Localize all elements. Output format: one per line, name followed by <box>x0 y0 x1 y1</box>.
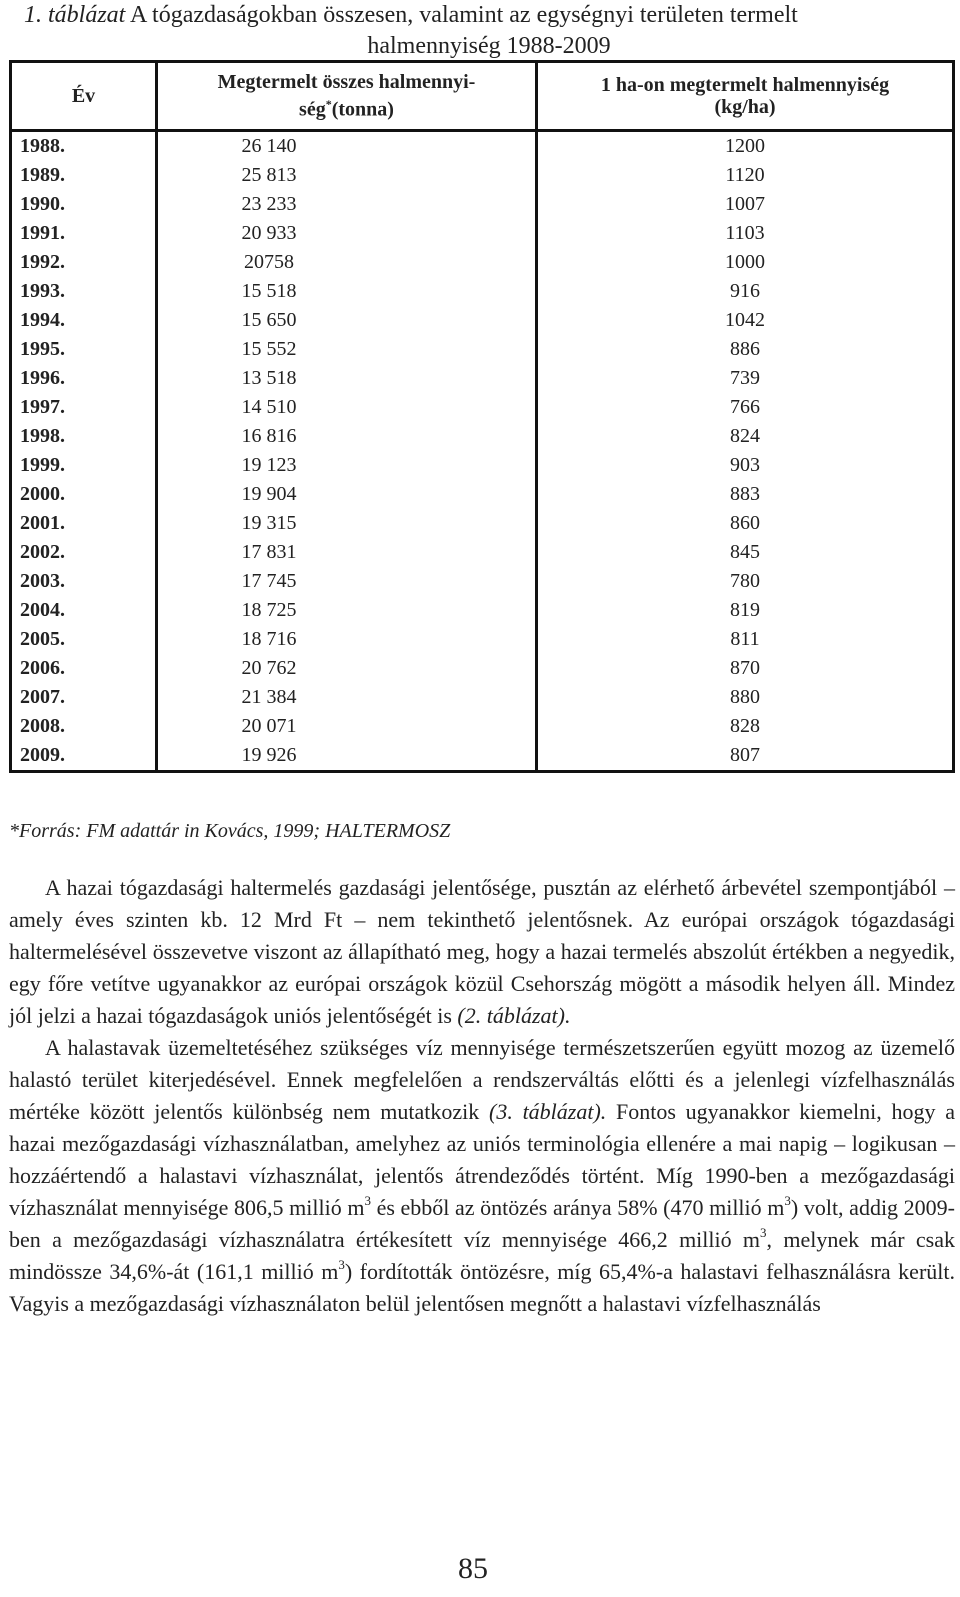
table-reference-3: (3. táblázat). <box>489 1099 607 1124</box>
cell-total: 18 716 <box>157 625 537 654</box>
table-row <box>11 393 954 422</box>
cell-year: 1991. <box>11 219 157 248</box>
cell-total: 20 933 <box>157 219 537 248</box>
table-row <box>11 219 954 248</box>
cell-year: 1997. <box>11 393 157 422</box>
cell-per-ha: 828 <box>537 712 954 741</box>
cell-year: 1996. <box>11 364 157 393</box>
cell-year: 2002. <box>11 538 157 567</box>
cell-total: 17 745 <box>157 567 537 596</box>
cell-year: 1988. <box>11 131 157 162</box>
header-total-star: * <box>325 97 332 112</box>
caption-title-line1: A tógazdaságokban összesen, valamint az egységnyi területen termelt <box>130 2 798 28</box>
table-reference-2: (2. táblázat). <box>457 1003 571 1028</box>
cell-per-ha: 1007 <box>537 190 954 219</box>
cell-per-ha: 739 <box>537 364 954 393</box>
cell-per-ha: 880 <box>537 683 954 712</box>
table-row <box>11 683 954 712</box>
cell-total: 20 071 <box>157 712 537 741</box>
superscript: 3 <box>784 1193 791 1208</box>
paragraph-2-text-d: ) volt, addig 2009-ben a mezőgazdasági vízhasználatra értékesített víz mennyisége 466,2 millió m <box>9 1195 955 1252</box>
cell-per-ha: 824 <box>537 422 954 451</box>
cell-total: 21 384 <box>157 683 537 712</box>
cell-total: 19 315 <box>157 509 537 538</box>
cell-per-ha: 766 <box>537 393 954 422</box>
body-text <box>9 872 955 1320</box>
cell-per-ha: 870 <box>537 654 954 683</box>
cell-year: 2003. <box>11 567 157 596</box>
table-row <box>11 712 954 741</box>
cell-year: 2001. <box>11 509 157 538</box>
table-row <box>11 741 954 772</box>
page-number: 85 <box>458 1552 488 1585</box>
header-perha-line1: 1 ha-on megtermelt halmennyiség <box>600 74 890 96</box>
cell-year: 2007. <box>11 683 157 712</box>
cell-per-ha: 860 <box>537 509 954 538</box>
cell-total: 19 123 <box>157 451 537 480</box>
cell-year: 2005. <box>11 625 157 654</box>
table-row <box>11 161 954 190</box>
cell-year: 1994. <box>11 306 157 335</box>
table-row <box>11 451 954 480</box>
cell-per-ha: 780 <box>537 567 954 596</box>
cell-total: 23 233 <box>157 190 537 219</box>
header-year: Év <box>11 62 157 131</box>
cell-per-ha: 916 <box>537 277 954 306</box>
cell-per-ha: 807 <box>537 741 954 772</box>
header-per-ha <box>537 62 954 131</box>
cell-total: 14 510 <box>157 393 537 422</box>
cell-per-ha: 819 <box>537 596 954 625</box>
table-row <box>11 277 954 306</box>
cell-year: 1992. <box>11 248 157 277</box>
cell-total: 16 816 <box>157 422 537 451</box>
table-header-row <box>11 62 954 131</box>
cell-year: 2008. <box>11 712 157 741</box>
superscript: 3 <box>338 1257 345 1272</box>
cell-year: 2009. <box>11 741 157 772</box>
superscript: 3 <box>364 1193 371 1208</box>
fish-production-table <box>9 60 955 773</box>
cell-per-ha: 811 <box>537 625 954 654</box>
paragraph-2-text-b: Fontos ugyanakkor kiemelni, hogy a hazai mezőgazdasági vízhasználatban, amelyhez az uniós terminológia ellenére a mai napig – logikusan – hozzáértendő a halastavi vízhasználat, jelentős átrendeződés történt. Míg 1990-ben a mezőgazdasági vízhasználat mennyisége 806,5 millió m <box>9 1099 955 1220</box>
cell-total: 26 140 <box>157 131 537 162</box>
cell-year: 1989. <box>11 161 157 190</box>
cell-per-ha: 1103 <box>537 219 954 248</box>
cell-total: 15 552 <box>157 335 537 364</box>
cell-total: 20 762 <box>157 654 537 683</box>
cell-total: 15 650 <box>157 306 537 335</box>
cell-per-ha: 886 <box>537 335 954 364</box>
table-row <box>11 364 954 393</box>
paragraph-2-text-a: A halastavak üzemeltetéséhez szükséges víz mennyisége természetszerűen együtt mozog az üzemelő halastó terület kiterjedésével. Ennek megfelelően a rendszerváltás előtti és a jelenlegi vízfelhasználás mértéke között jelentős különbség nem mutatkozik <box>9 1035 955 1124</box>
cell-total: 15 518 <box>157 277 537 306</box>
cell-year: 2004. <box>11 596 157 625</box>
cell-per-ha: 845 <box>537 538 954 567</box>
table-row <box>11 190 954 219</box>
paragraph-1-text: A hazai tógazdasági haltermelés gazdasági jelentősége, pusztán az elérhető árbevétel szempontjából – amely éves szinten kb. 12 Mrd Ft – nem tekinthető jelentősnek. Az európai országok tógazdasági haltermelésével összevetve viszont az állapítható meg, hogy a hazai termelés abszolút értékben a negyedik, egy főre vetítve ugyanakkor az európai országok közül Csehország mögött a második helyen áll. Mindez jól jelzi a hazai tógazdaságok uniós jelentőségét is <box>9 875 955 1028</box>
table-row <box>11 422 954 451</box>
superscript: 3 <box>760 1225 767 1240</box>
cell-year: 2006. <box>11 654 157 683</box>
cell-per-ha: 903 <box>537 451 954 480</box>
cell-year: 1995. <box>11 335 157 364</box>
caption-title-line2: halmennyiség 1988-2009 <box>367 33 611 59</box>
header-total-line2b: (tonna) <box>331 98 394 121</box>
table-row <box>11 538 954 567</box>
table-caption <box>24 0 954 62</box>
paragraph-1 <box>9 872 955 1032</box>
cell-per-ha: 1120 <box>537 161 954 190</box>
cell-total: 13 518 <box>157 364 537 393</box>
cell-per-ha: 1042 <box>537 306 954 335</box>
table-row <box>11 567 954 596</box>
table-row <box>11 654 954 683</box>
header-total-line1: Megtermelt összes halmennyi- <box>217 71 476 94</box>
paragraph-2-text-f: ) fordították öntözésre, míg 65,4%-a halastavi felhasználásra került. Vagyis a mezőgazdasági vízhasználaton belül jelentősen megnőtt a halastavi vízfelhasználás <box>9 1259 955 1316</box>
table-row <box>11 480 954 509</box>
table-row <box>11 509 954 538</box>
cell-year: 1990. <box>11 190 157 219</box>
cell-total: 17 831 <box>157 538 537 567</box>
caption-label: 1. táblázat <box>24 2 126 28</box>
table-row <box>11 248 954 277</box>
header-total-line2a: ség <box>299 98 326 121</box>
cell-per-ha: 883 <box>537 480 954 509</box>
cell-year: 1993. <box>11 277 157 306</box>
cell-year: 1999. <box>11 451 157 480</box>
table-row <box>11 335 954 364</box>
cell-total: 20758 <box>157 248 537 277</box>
header-perha-line2: (kg/ha) <box>714 96 776 118</box>
header-total <box>157 62 537 131</box>
cell-total: 19 904 <box>157 480 537 509</box>
table-row <box>11 625 954 654</box>
cell-per-ha: 1000 <box>537 248 954 277</box>
paragraph-2-text-e: , melynek már csak mindössze 34,6%-át (161,1 millió m <box>9 1227 955 1284</box>
cell-year: 2000. <box>11 480 157 509</box>
cell-total: 18 725 <box>157 596 537 625</box>
paragraph-2 <box>9 1032 955 1320</box>
cell-total: 19 926 <box>157 741 537 772</box>
table-row <box>11 596 954 625</box>
cell-per-ha: 1200 <box>537 131 954 162</box>
table-row <box>11 131 954 162</box>
paragraph-2-text-c: és ebből az öntözés aránya 58% (470 millió m <box>370 1195 785 1220</box>
table-row <box>11 306 954 335</box>
cell-year: 1998. <box>11 422 157 451</box>
cell-total: 25 813 <box>157 161 537 190</box>
table-footnote: *Forrás: FM adattár in Kovács, 1999; HALTERMOSZ <box>9 820 451 842</box>
